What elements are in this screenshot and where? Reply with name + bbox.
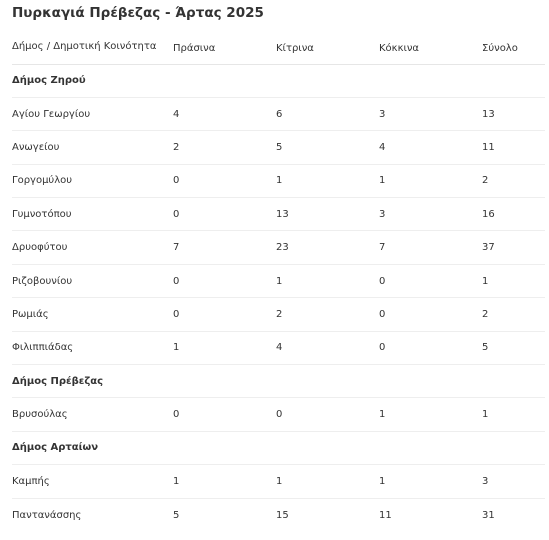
total-count-cell: 13 — [482, 97, 545, 130]
community-name-cell: Γυμνοτόπου — [12, 198, 173, 231]
yellow-count-cell: 13 — [276, 198, 379, 231]
red-count-cell: 7 — [379, 231, 482, 264]
red-count-cell: 0 — [379, 331, 482, 364]
column-header-red: Κόκκινα — [379, 28, 482, 64]
table-row — [12, 164, 545, 197]
red-count-cell: 1 — [379, 398, 482, 431]
yellow-count-cell: 1 — [276, 164, 379, 197]
total-count-cell: 37 — [482, 231, 545, 264]
red-count-cell: 3 — [379, 198, 482, 231]
group-row — [12, 64, 545, 97]
red-count-cell: 1 — [379, 465, 482, 498]
green-count-cell: 4 — [173, 97, 276, 130]
total-count-cell: 11 — [482, 131, 545, 164]
group-name: Δήμος Αρταίων — [12, 431, 545, 464]
column-header-yellow: Κίτρινα — [276, 28, 379, 64]
community-name-cell: Βρυσούλας — [12, 398, 173, 431]
red-count-cell: 11 — [379, 509, 392, 521]
green-count-cell: 2 — [173, 131, 276, 164]
green-count-cell: 5 — [173, 509, 180, 521]
green-count-cell: 1 — [173, 331, 276, 364]
table-row — [12, 97, 545, 130]
green-count-cell: 1 — [173, 465, 276, 498]
group-row — [12, 365, 545, 398]
yellow-count-cell: 0 — [276, 398, 379, 431]
community-name-cell: Ρωμιάς — [12, 298, 173, 331]
group-row — [12, 431, 545, 464]
total-count-cell: 16 — [482, 198, 545, 231]
column-header-total: Σύνολο — [482, 28, 545, 64]
total-count-cell: 1 — [482, 398, 545, 431]
yellow-count-cell: 1 — [276, 264, 379, 297]
community-name-cell: Ριζοβουνίου — [12, 264, 173, 297]
green-count-cell: 7 — [173, 231, 276, 264]
table-row — [12, 264, 545, 297]
yellow-count-cell: 6 — [276, 97, 379, 130]
community-name-cell: Δρυοφύτου — [12, 231, 173, 264]
total-count-cell: 3 — [482, 465, 545, 498]
community-name-cell: Φιλιππιάδας — [12, 331, 173, 364]
yellow-count-cell: 5 — [276, 131, 379, 164]
community-name-cell: Παντανάσσης — [12, 509, 82, 521]
total-count-cell: 2 — [482, 164, 545, 197]
table-row — [12, 498, 545, 531]
community-name-cell: Αγίου Γεωργίου — [12, 97, 173, 130]
total-count-cell: 31 — [482, 509, 495, 521]
yellow-count-cell: 15 — [276, 509, 289, 521]
table-row — [12, 198, 545, 231]
green-count-cell: 0 — [173, 264, 276, 297]
table-body — [12, 64, 545, 531]
damage-table — [12, 28, 545, 531]
yellow-count-cell: 23 — [276, 231, 379, 264]
yellow-count-cell: 1 — [276, 465, 379, 498]
red-count-cell: 1 — [379, 164, 482, 197]
column-header-name: Δήμος / Δημοτική Κοινότητα — [12, 28, 173, 64]
red-count-cell: 0 — [379, 264, 482, 297]
table-row — [12, 131, 545, 164]
group-name: Δήμος Πρέβεζας — [12, 365, 545, 398]
green-count-cell: 0 — [173, 298, 276, 331]
yellow-count-cell: 4 — [276, 331, 379, 364]
table-row — [12, 331, 545, 364]
green-count-cell: 0 — [173, 398, 276, 431]
table-row — [12, 231, 545, 264]
total-count-cell: 5 — [482, 331, 545, 364]
red-count-cell: 0 — [379, 298, 482, 331]
green-count-cell: 0 — [173, 164, 276, 197]
table-row — [12, 465, 545, 498]
yellow-count-cell: 2 — [276, 298, 379, 331]
community-name-cell: Γοργομύλου — [12, 164, 173, 197]
total-count-cell: 2 — [482, 298, 545, 331]
header-row — [12, 28, 545, 64]
red-count-cell: 3 — [379, 97, 482, 130]
community-name-cell: Ανωγείου — [12, 131, 173, 164]
table-row — [12, 298, 545, 331]
group-name: Δήμος Ζηρού — [12, 64, 545, 97]
green-count-cell: 0 — [173, 198, 276, 231]
red-count-cell: 4 — [379, 131, 482, 164]
table-title: Πυρκαγιά Πρέβεζας - Άρτας 2025 — [12, 5, 264, 21]
total-count-cell: 1 — [482, 264, 545, 297]
column-header-green: Πράσινα — [173, 28, 276, 64]
community-name-cell: Καμπής — [12, 465, 173, 498]
table-row — [12, 398, 545, 431]
